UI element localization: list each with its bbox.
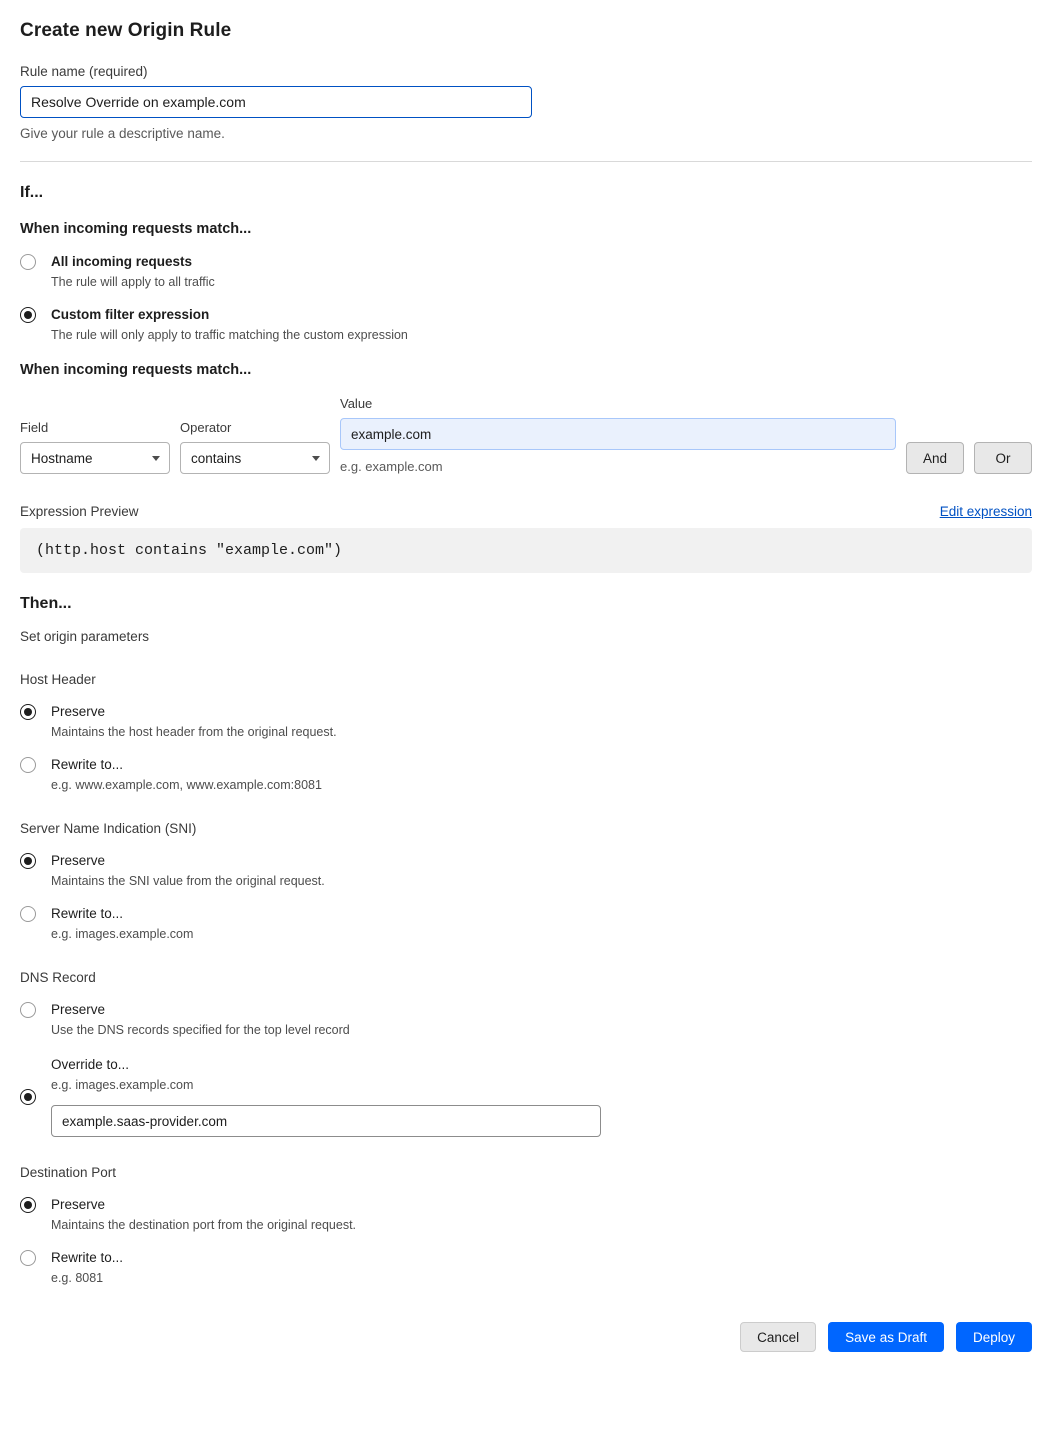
radio-description: The rule will apply to all traffic [51,275,215,289]
radio-label: Preserve [51,1197,106,1212]
radio-icon[interactable] [20,853,36,869]
radio-port-preserve[interactable] [20,1196,1032,1233]
field-label: Field [20,420,49,435]
operator-select[interactable] [180,442,330,474]
radio-icon[interactable] [20,906,36,922]
radio-label: Custom filter expression [51,307,210,322]
operator-label: Operator [180,420,232,435]
match-heading: When incoming requests match... [20,221,252,237]
page-title: Create new Origin Rule [20,20,232,41]
radio-description: Use the DNS records specified for the top level record [51,1023,350,1037]
radio-description: The rule will only apply to traffic matching the custom expression [51,328,408,342]
radio-label: Rewrite to... [51,1250,124,1265]
radio-host-header-rewrite[interactable] [20,756,1032,793]
radio-label: Rewrite to... [51,757,124,772]
radio-icon[interactable] [20,307,36,323]
value-hint: e.g. example.com [340,459,443,474]
cancel-button[interactable]: Cancel [740,1322,816,1352]
radio-label: Override to... [51,1057,130,1072]
chevron-down-icon [152,456,160,461]
edit-expression-link[interactable]: Edit expression [939,504,1032,519]
radio-label: Rewrite to... [51,906,124,921]
radio-icon[interactable] [20,1197,36,1213]
or-button[interactable]: Or [974,442,1032,474]
radio-label: Preserve [51,1002,106,1017]
radio-dns-override[interactable] [20,1056,1032,1137]
destination-port-label: Destination Port [20,1165,117,1180]
radio-host-header-preserve[interactable] [20,703,1032,740]
chevron-down-icon [312,456,320,461]
radio-sni-preserve[interactable] [20,852,1032,889]
radio-description: e.g. images.example.com [51,1078,194,1092]
field-column [20,420,170,474]
then-section-title: Then... [20,595,72,612]
builder-heading: When incoming requests match... [20,362,252,378]
radio-description: e.g. www.example.com, www.example.com:8081 [51,778,322,792]
sni-label: Server Name Indication (SNI) [20,821,197,836]
expression-builder-row [20,396,1032,474]
field-select[interactable] [20,442,170,474]
radio-dns-preserve[interactable] [20,1001,1032,1038]
radio-icon[interactable] [20,1089,36,1105]
radio-sni-rewrite[interactable] [20,905,1032,942]
radio-label: Preserve [51,704,106,719]
operator-column [180,420,330,474]
form-footer [0,1322,1052,1374]
radio-icon[interactable] [20,254,36,270]
deploy-button[interactable]: Deploy [956,1322,1032,1352]
value-label: Value [340,396,373,411]
radio-icon[interactable] [20,1002,36,1018]
expression-preview-box: (http.host contains "example.com") [20,528,1032,573]
save-as-draft-button[interactable]: Save as Draft [828,1322,944,1352]
radio-label: All incoming requests [51,254,193,269]
radio-description: e.g. images.example.com [51,927,194,941]
radio-description: Maintains the destination port from the original request. [51,1218,357,1232]
field-select-value: Hostname [31,450,93,466]
operator-select-value: contains [191,450,242,466]
divider [20,161,1032,162]
radio-icon[interactable] [20,757,36,773]
value-column [340,396,896,474]
radio-description: Maintains the host header from the original request. [51,725,337,739]
radio-description: e.g. 8081 [51,1271,104,1285]
host-header-label: Host Header [20,672,96,687]
value-input[interactable] [340,418,896,450]
rule-name-input[interactable] [20,86,532,118]
radio-icon[interactable] [20,704,36,720]
rule-name-label: Rule name (required) [20,64,148,79]
expression-preview-label: Expression Preview [20,504,139,519]
dns-override-input[interactable] [51,1105,601,1137]
rule-name-help: Give your rule a descriptive name. [20,126,225,141]
radio-port-rewrite[interactable] [20,1249,1032,1286]
radio-icon[interactable] [20,1250,36,1266]
expression-preview-header [20,504,1032,519]
and-button[interactable]: And [906,442,964,474]
radio-description: Maintains the SNI value from the original request. [51,874,325,888]
radio-custom-filter-expression[interactable] [20,306,1032,343]
dns-record-label: DNS Record [20,970,96,985]
if-section-title: If... [20,184,44,201]
radio-all-incoming-requests[interactable] [20,253,1032,290]
then-section-subtitle: Set origin parameters [20,629,150,644]
radio-label: Preserve [51,853,106,868]
